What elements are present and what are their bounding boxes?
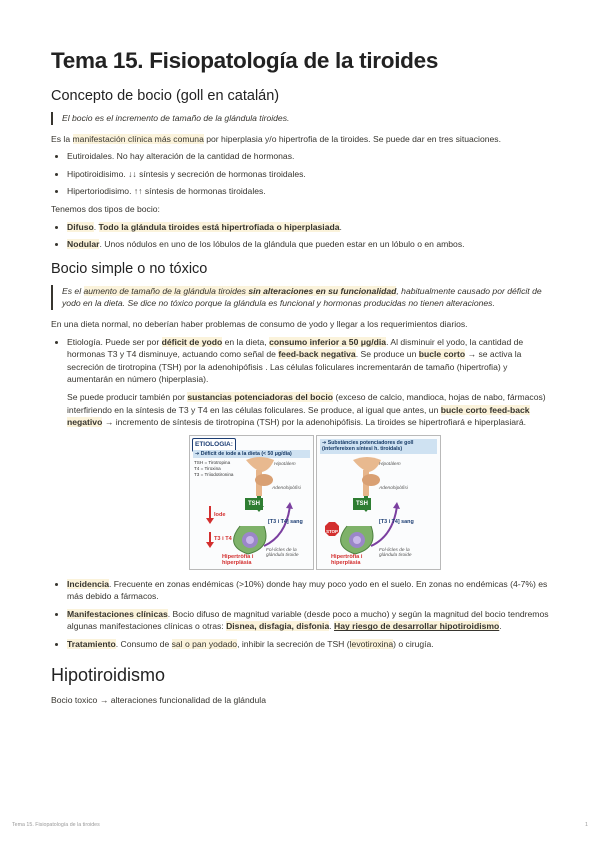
section-heading-bocio-simple: Bocio simple o no tóxico [51,260,208,277]
page-number: 1 [585,822,588,828]
label-t3it4: T3 i T4 [214,535,232,542]
figure-bar-right: ➔ Substàncies potenciadores de goll (interfereixen síntesi h. tiroidals) [320,439,437,454]
intro-paragraph: Es la manifestación clínica más comuna por hiperplasia y/o hipertrofia de la tiroides. Se puede dar en tres situaciones. [51,133,501,144]
types-intro: Tenemos dos tipos de bocio: [51,203,160,214]
types-list [51,221,551,251]
figure-bar-left: ➔ Déficit de iode a la dieta (< 50 μg/dia) [193,450,310,458]
label-hipotalem: Hipotàlem [274,461,296,467]
label-t3t4-sang: [T3 i T4] sang [268,518,303,525]
label-follicles-right: Fol·licles de la glàndula tiroide [379,547,412,559]
label-tsh-right: TSH [353,498,371,511]
list-item-incidencia: • Incidencia. Frecuente en zonas endémicas (>10%) donde hay muy poco yodo en el suelo. En zonas no endémicas (4-7%) es más debido a fármacos. [67,578,551,603]
list-item: • Hipotiroidisimo. ↓↓ síntesis y secreción de hormonas tiroidales. [67,168,551,181]
normal-diet-paragraph: En una dieta normal, no deberían haber problemas de consumo de yodo y llegar a los requerimientos diarios. [51,318,468,329]
etiology-figure [189,435,439,568]
document-page [51,48,551,711]
label-hipotalem-right: Hipotàlem [379,461,401,467]
list-item: • Eutiroidales. No hay alteración de la cantidad de hormonas. [67,150,551,163]
figure-panel-left [189,435,314,570]
list-item-tratamiento: • Tratamiento. Consumo de sal o pan yodado, inhibir la secreción de TSH (levotiroxina) o cirugía. [67,638,551,651]
list-item-difuso: • Difuso. Todo la glándula tiroides está hipertrofiada o hiperplasiada. [67,221,551,234]
definition-quote: El bocio es el incremento de tamaño de la glándula tiroides. [51,112,551,125]
section-heading-hipotiroidismo: Hipotiroidismo [51,664,166,685]
legend-t3: T3 = Triiodotironina [194,471,234,477]
label-follicles: Fol·licles de la glàndula tiroide [266,547,299,559]
bocio-simple-list [51,336,551,651]
label-hipertrofia-right: Hipertròfia i hiperplàsia [331,553,363,566]
hipotiroidismo-paragraph: Bocio toxico → alteraciones funcionalidad de la glándula [51,694,266,705]
footer-title: Tema 15. Fisiopatología de la tiroides [12,822,100,828]
page-title: Tema 15. Fisiopatología de la tiroides [51,48,439,73]
legend-tsh: TSH = Tirotropina [194,459,231,465]
label-iode: Iode [214,511,226,518]
list-item: • Hipertoriodisimo. ↑↑ síntesis de hormonas tiroidales. [67,185,551,198]
section-heading-bocio: Concepto de bocio (goll en catalán) [51,88,280,104]
figure-panel-right [316,435,441,570]
page-footer [12,822,588,828]
label-tsh: TSH [245,498,263,511]
stop-sign: STOP [326,528,338,534]
highlight: manifestación clínica más comuna [72,133,204,144]
bocio-simple-quote: Es el aumento de tamaño de la glándula tiroides sin alteraciones en su funcionalidad, habitualmente causado por déficit de yodo en la dieta. Se dice no tóxico porque la glándula es funcional y hormonas producidas no tienen alteraciones. [51,285,551,310]
label-hipertrofia: Hipertròfia i hiperplàsia [222,553,254,566]
figure-title: ETIOLOGIA: [192,438,236,453]
situations-list [51,150,551,198]
label-adenohipofisi-right: Adenohipòfisi [379,485,408,491]
list-item-manifestaciones: • Manifestaciones clínicas. Bocio difuso de magnitud variable (desde poco a mucho) y según la magnitud del bocio tendremos algunas manifestaciones clínicas o otras: Disnea, disfagia, disfonia. Hay riesgo de desarrollar hipotiroidismo. [67,608,551,633]
label-t3t4-sang-right: [T3 i T4] sang [379,518,414,525]
list-item-nodular: • Nodular. Unos nódulos en uno de los lóbulos de la glándula que pueden estar en un lóbulo o en ambos. [67,238,551,251]
list-item-etiologia: • Etiología. Puede ser por déficit de yodo en la dieta, consumo inferior a 50 μg/dia. Al disminuir el yodo, la cantidad de hormonas T3 y T4 disminuye, actuando como señal de feed-back negativa. Se produce un bucle corto → se activa la secreción de tirotropina (TSH) por la adenohipófisis . Las células foliculares incrementarán de tamaño (hipertrofia) y aumentarán en número (hiperplasia). Se puede producir también por sustancias potenciadoras del bocio (exceso de calcio, mandioca, hojas de nabo, fármacos) interfiriendo en la síntesis de T3 y T4 en las células foliculares. Se produce, al igual que antes, un bucle corto feed-back negativo → incremento de síntesis de tirotropina (TSH) por la adenohipófisis. La tiroides se hipertrofiará e hiperplasiará. ETIOLOGIA: ➔ Déficit de iode a la dieta (< 50 μg/dia) TSH = Tirotropina T4 = Tiroxina T3 = Triiodotironina Hipotàlem Adenohipòfisi TSH [T3 i T4] sang Iode T3 i T4 Hipertròfia i hiperplàsia Fol·licles de la glàndula tiroide ➔ Substàncies potenciadores de goll (interfereixen síntesi h. tiroidals) Hipotàlem Adenohipòfisi TSH [T3 i T4] sang STOP Hipertròfia i hiperplàsia Fol·licles de la glàndula tiroide [67,336,551,568]
label-adenohipofisi: Adenohipòfisi [272,485,301,491]
legend-t4: T4 = Tiroxina [194,465,221,471]
